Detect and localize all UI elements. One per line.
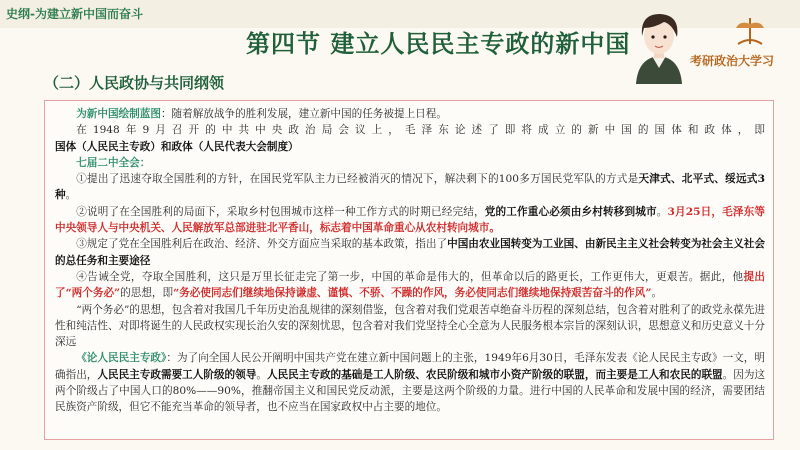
series-label: 史纲-为建立新中国而奋斗 (6, 7, 143, 21)
brand-name: 考研政治大学习 (690, 54, 775, 68)
emphasis: 天津式、北平式、绥远式3种 (55, 173, 766, 202)
list-item-1 (55, 171, 765, 204)
slide-title: 第四节 建立人民民主专政的新中国 (246, 30, 631, 58)
text: 。 (651, 287, 663, 300)
emphasis: 人民民主专政的基础是工人阶级、农民阶级和城市小资产阶级的联盟，而主要是工人和农民的联盟 (266, 368, 723, 381)
text: ③规定了党在全国胜利后在政治、经济、外交方面应当采取的基本政策，指出了 (76, 238, 448, 251)
text: 的思想，即 (120, 287, 174, 300)
text: 。 (256, 368, 267, 381)
emphasis: 国体（人民民主专政）和政体（人民代表大会制度） (55, 140, 299, 153)
paragraph-politburo-1948 (55, 122, 765, 155)
emphasis: 中国由农业国转变为工业国、由新民主主义社会转变为社会主义社会的总任务和主要途径 (55, 238, 766, 267)
section-heading: （二）人民政协与共同纲领 (44, 74, 225, 92)
label-essay-title: 《论人民民主专政》 (76, 352, 167, 365)
list-item-2 (55, 204, 765, 237)
red-emphasis: 3月25日，毛泽东等中央领导人与中央机关、人民解放军总部进驻北平香山，标志着中国革命重心从农村转向城市。 (55, 205, 766, 235)
text: 在1948年9月召开的中共中央政治局会议上，毛泽东论述了即将成立的新中国的国体和政体，即 (76, 124, 765, 137)
text: ④告诫全党，夺取全国胜利，这只是万里长征走完了第一步，中国的革命是伟大的，但革命以后的路更长，工作更伟大，更艰苦。据此，他 (76, 270, 744, 283)
emphasis: 人民民主专政需要工人阶级的领导 (97, 368, 257, 381)
text: 。 (656, 205, 668, 218)
list-item-3 (55, 236, 765, 269)
label-blueprint: 为新中国绘制蓝图 (76, 108, 161, 120)
paragraph-blueprint (55, 106, 765, 122)
paragraph-second-plenum-label (55, 155, 765, 171)
red-emphasis: “务必使同志们继续地保持谦虚、谨慎、不骄、不躁的作风，务必使同志们继续地保持艰苦奋斗的作风” (173, 287, 652, 300)
red-emphasis: 提出了“两个务必” (55, 270, 766, 300)
text: ②说明了在全国胜利的局面下，采取乡村包围城市这样一种工作方式的时期已经完结， (76, 205, 485, 218)
content-box (44, 100, 774, 440)
teacher-avatar (622, 6, 696, 84)
emphasis: 党的工作重心必须由乡村转移到城市 (484, 205, 657, 218)
brand-logo-icon (732, 14, 768, 48)
text: 。 (65, 189, 77, 202)
text: ：为了向全国人民公开阐明中国共产党在建立新中国问题上的主张，1949年6月30日，毛泽东发表《论人民民主专政》一文，明确指出， (55, 352, 765, 381)
label-second-plenum: 七届二中全会： (76, 156, 151, 169)
text: “两个务必”的思想，包含着对我国几千年历史治乱规律的深刻借鉴，包含着对我们党艰苦卓绝奋斗历程的深刻总结，包含着对胜利了的政党永葆先进性和纯洁性、对即将诞生的人民政权实现长治久安的深刻忧思，包含着对我们党坚持全心全意为人民服务根本宗旨的深刻认识，思想意义和历史意义十分深远 (55, 303, 766, 349)
text: ：随着解放战争的胜利发展，建立新中国的任务被提上日程。 (160, 108, 447, 120)
paragraph-two-musts (55, 302, 765, 351)
text: ①提出了迅速夺取全国胜利的方针，在国民党军队主力已经被消灭的情况下，解决剩下的100多万国民党军队的方式是 (76, 173, 639, 186)
list-item-4 (55, 269, 765, 302)
paragraph-peoples-democratic-dictatorship (55, 350, 765, 415)
text: 。因为这两个阶级占了中国人口的80%——90%，推翻帝国主义和国民党反动派，主要是这两个阶级的力量。进行中国的人民革命和发展中国的经济，需要团结民族资产阶级，但它不能充当革命的领导者，也不应当在国家政权中占主要的地位。 (55, 368, 766, 414)
